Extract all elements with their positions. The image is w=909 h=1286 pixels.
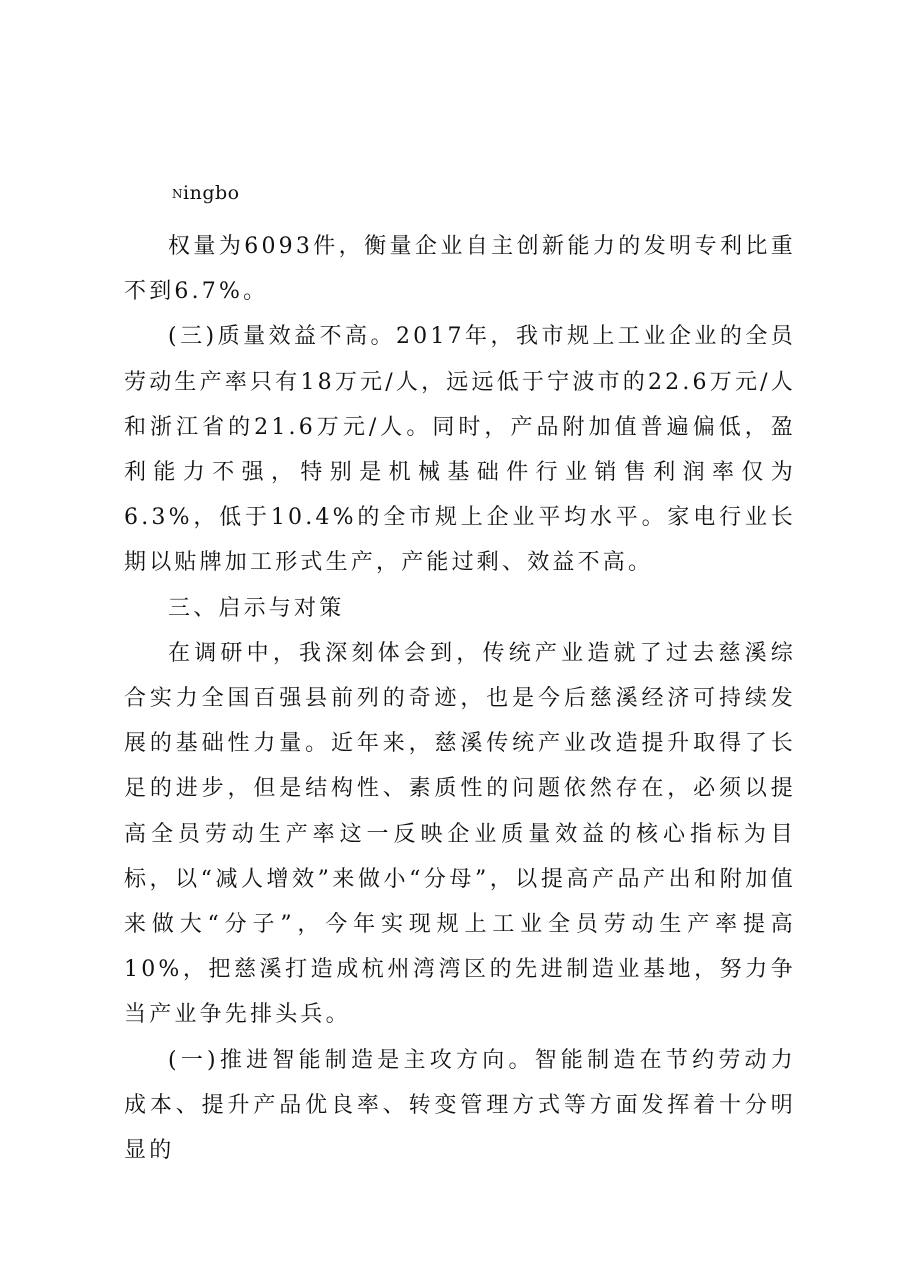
paragraph-smart-manufacturing: (一)推进智能制造是主攻方向。智能制造在节约劳动力成本、提升产品优良率、转变管理方式等方面发挥着十分明显的 <box>124 1047 796 1164</box>
section-heading-insights: 三、启示与对策 <box>168 595 345 621</box>
header-rest: ingbo <box>183 182 240 204</box>
page-header <box>172 182 240 204</box>
header-initial: N <box>172 187 183 201</box>
paragraph-quality-efficiency: (三)质量效益不高。2017年，我市规上工业企业的全员劳动生产率只有18万元/人，远远低于宁波市的22.6万元/人和浙江省的21.6万元/人。同时，产品附加值普遍偏低，盈利能力不强，特别是机械基础件行业销售利润率仅为6.3%，低于10.4%的全市规上企业平均水平。家电行业长期以贴牌加工形式生产，产能过剩、效益不高。 <box>124 324 796 576</box>
paragraph-patent-ratio: 权量为6093件，衡量企业自主创新能力的发明专利比重不到6.7%。 <box>124 234 796 305</box>
paragraph-research-findings: 在调研中，我深刻体会到，传统产业造就了过去慈溪综合实力全国百强县前列的奇迹，也是今后慈溪经济可持续发展的基础性力量。近年来，慈溪传统产业改造提升取得了长足的进步，但是结构性、素质性的问题依然存在，必须以提高全员劳动生产率这一反映企业质量效益的核心指标为目标，以“减人增效”来做小“分母”，以提高产品产出和附加值来做大“分子”，今年实现规上工业全员劳动生产率提高10%，把慈溪打造成杭州湾湾区的先进制造业基地，努力争当产业争先排头兵。 <box>124 640 796 1028</box>
body-text <box>124 224 796 1173</box>
